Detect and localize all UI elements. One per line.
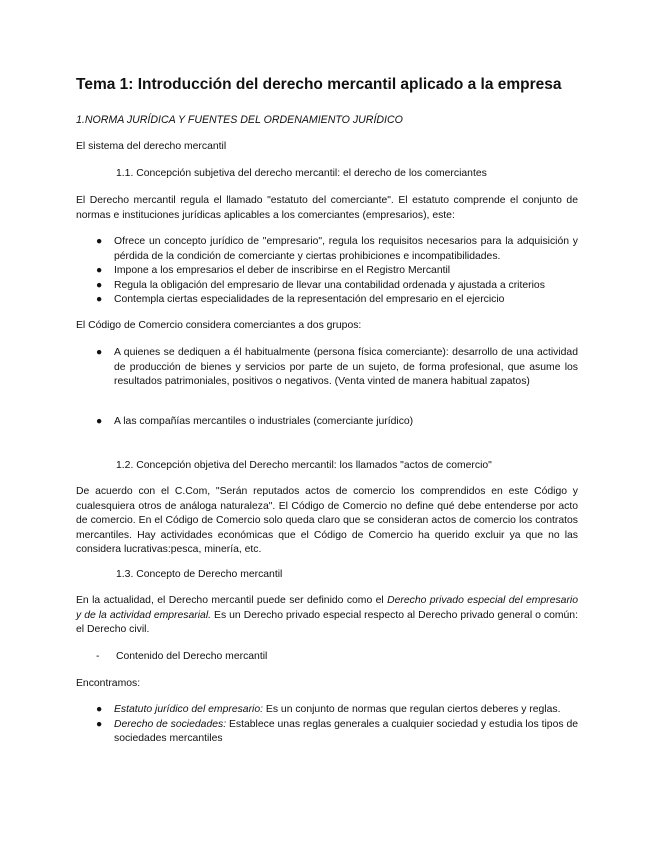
list-item: ● Impone a los empresarios el deber de inscribirse en el Registro Mercantil	[76, 264, 578, 279]
bullet-icon: ●	[96, 265, 103, 277]
list-item: ● Derecho de sociedades: Establece unas reglas generales a cualquier sociedad y estudia los tipos de sociedades mercantiles	[96, 718, 578, 745]
subheading: El sistema del derecho mercantil	[76, 141, 227, 152]
dash-marker: -	[96, 651, 100, 662]
subsection-heading-1-2: 1.2. Concepción objetiva del Derecho mercantil: los llamados "actos de comercio"	[116, 460, 492, 471]
subsection-heading-1-1: 1.1. Concepción subjetiva del derecho mercantil: el derecho de los comerciantes	[116, 168, 487, 179]
list-item: ● Contempla ciertas especialidades de la representación del empresario en el ejercicio	[76, 293, 578, 308]
bullet-icon: ●	[96, 347, 103, 358]
bullet-icon: ●	[96, 704, 103, 715]
paragraph-encontramos: Encontramos:	[76, 678, 141, 689]
list-grupos	[76, 346, 578, 390]
list-contenido	[76, 703, 578, 747]
list-item: ● Ofrece un concepto jurídico de "empresario", regula los requisitos necesarios para la adquisición y pérdida de la condición de comerciante y ciertas prohibiciones e incompatibilidades.	[96, 236, 578, 262]
bullet-icon: ●	[96, 416, 103, 427]
bullet-icon: ●	[96, 294, 103, 306]
section-heading: 1.NORMA JURÍDICA Y FUENTES DEL ORDENAMIENTO JURÍDICO	[76, 114, 403, 126]
list-estatuto	[76, 235, 578, 308]
subsection-heading-1-3: 1.3. Concepto de Derecho mercantil	[116, 569, 283, 580]
bullet-icon: ●	[96, 236, 103, 247]
list-item: ● Regula la obligación del empresario de llevar una contabilidad ordenada y ajustada a criterios	[76, 279, 578, 294]
list-grupos-2	[76, 415, 578, 430]
paragraph-estatuto: El Derecho mercantil regula el llamado "estatuto del comerciante". El estatuto comprende el conjunto de normas e instituciones jurídicas aplicables a los comerciantes (empresarios), este:	[76, 195, 578, 221]
bullet-icon: ●	[96, 718, 103, 730]
paragraph-actos: De acuerdo con el C.Com, "Serán reputados actos de comercio los comprendidos en este Código y cualesquiera otros de análoga naturaleza". El Código de Comercio no define qué debe entenderse por acto de comercio. En el Código de Comercio solo queda claro que se consideran actos de comercio los contratos mercantiles. Hay actividades económicas que el Código de Comercio ha querido excluir ya que no las considera lucrativas:pesca, minería, etc.	[76, 486, 578, 556]
paragraph-concepto: En la actualidad, el Derecho mercantil puede ser definido como el Derecho privado especial del empresario y de la actividad empresarial. Es un Derecho privado especial respecto al Derecho privado general o común: el Derecho civil.	[76, 595, 578, 636]
list-item: ● A quienes se dediquen a él habitualmente (persona física comerciante): desarrollo de una actividad de producción de bienes y servicios por parte de un sujeto, de forma profesional, que asume los resultados patrimoniales, positivos o negativos. (Venta vinted de manera habitual zapatos)	[96, 347, 578, 388]
bullet-icon: ●	[96, 279, 103, 291]
list-item: ● Estatuto jurídico del empresario: Es un conjunto de normas que regulan ciertos deberes y reglas.	[76, 703, 578, 718]
list-item: ● A las compañías mercantiles o industriales (comerciante jurídico)	[76, 415, 578, 430]
dash-item-contenido: Contenido del Derecho mercantil	[116, 651, 268, 662]
paragraph-codigo: El Código de Comercio considera comerciantes a dos grupos:	[76, 320, 362, 331]
page-title: Tema 1: Introducción del derecho mercantil aplicado a la empresa	[76, 76, 562, 93]
